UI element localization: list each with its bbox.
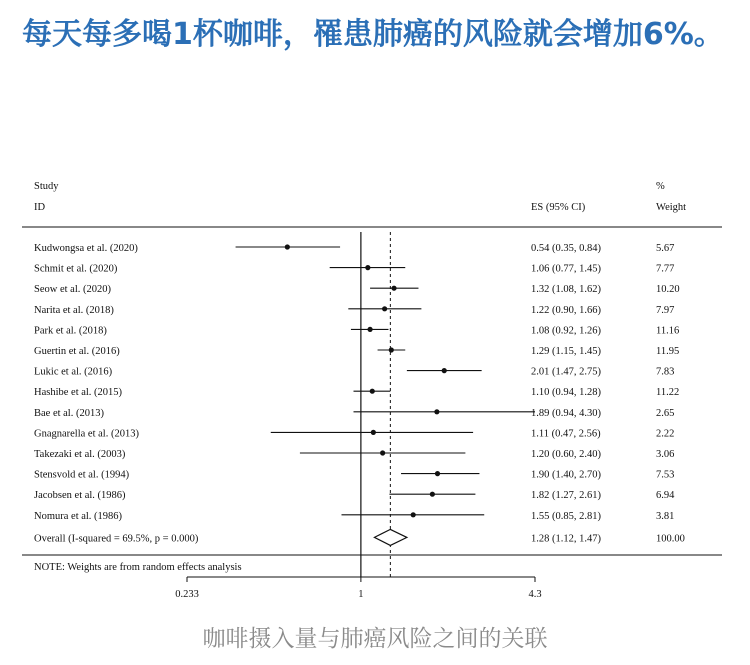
effect-point (442, 368, 447, 373)
es-ci-label: 1.22 (0.90, 1.66) (531, 304, 601, 316)
figure-caption: 咖啡摄入量与肺癌风险之间的关联 (202, 626, 548, 652)
note-text: NOTE: Weights are from random effects analysis (34, 562, 242, 573)
es-ci-label: 1.06 (0.77, 1.45) (531, 263, 601, 275)
effect-point (435, 471, 440, 476)
es-ci-label: 0.54 (0.35, 0.84) (531, 243, 601, 254)
study-label: Nomura et al. (1986) (34, 510, 123, 522)
study-label: Takezaki et al. (2003) (34, 449, 126, 460)
es-ci-label: 1.29 (1.15, 1.45) (531, 346, 601, 357)
overall-diamond (374, 529, 406, 545)
weight-label: 5.67 (656, 243, 675, 254)
es-ci-label: 1.10 (0.94, 1.28) (531, 387, 601, 399)
x-tick-label: 0.233 (175, 589, 199, 600)
es-ci-label: 1.55 (0.85, 2.81) (531, 510, 601, 522)
weight-label: 11.95 (656, 346, 680, 357)
x-tick-label: 4.3 (528, 589, 542, 600)
overall-label: Overall (I-squared = 69.5%, p = 0.000) (34, 533, 199, 545)
study-label: Stensvold et al. (1994) (34, 469, 130, 481)
weight-label: 6.94 (656, 490, 675, 502)
effect-point (434, 409, 439, 414)
es-ci-label: 2.01 (1.47, 2.75) (531, 366, 601, 378)
study-label: Seow et al. (2020) (34, 284, 111, 296)
header-study: Study (34, 181, 59, 192)
weight-label: 7.77 (656, 263, 675, 275)
effect-point (411, 512, 416, 517)
header-pct: % (656, 181, 665, 192)
effect-point (389, 347, 394, 352)
study-label: Hashibe et al. (2015) (34, 387, 123, 399)
weight-label: 2.22 (656, 428, 675, 440)
study-label: Schmit et al. (2020) (34, 263, 118, 275)
es-ci-label: 1.90 (1.40, 2.70) (531, 469, 601, 481)
effect-point (391, 286, 396, 291)
weight-label: 11.16 (656, 325, 680, 337)
effect-point (365, 265, 370, 270)
header-id: ID (34, 202, 46, 213)
weight-label: 7.97 (656, 304, 675, 316)
weight-label: 2.65 (656, 407, 675, 419)
es-ci-label: 1.08 (0.92, 1.26) (531, 325, 601, 337)
x-axis (175, 577, 541, 600)
effect-point (370, 389, 375, 394)
es-ci-label: 1.20 (0.60, 2.40) (531, 449, 601, 460)
study-label: Gnagnarella et al. (2013) (34, 428, 139, 440)
es-ci-label: 1.32 (1.08, 1.62) (531, 284, 601, 296)
weight-label: 11.22 (656, 387, 680, 399)
es-ci-label: 1.89 (0.94, 4.30) (531, 407, 601, 419)
x-tick-label: 1 (358, 589, 364, 600)
header-weight: Weight (656, 202, 687, 213)
es-ci-label: 1.11 (0.47, 2.56) (531, 428, 601, 440)
study-rows (34, 232, 685, 577)
weight-label: 3.06 (656, 449, 675, 460)
effect-point (430, 492, 435, 497)
header-es: ES (95% CI) (531, 202, 586, 213)
study-label: Lukic et al. (2016) (34, 366, 113, 378)
effect-point (285, 244, 290, 249)
weight-label: 3.81 (656, 510, 675, 522)
effect-point (380, 450, 385, 455)
overall-es-label: 1.28 (1.12, 1.47) (531, 533, 601, 545)
study-label: Jacobsen et al. (1986) (34, 490, 126, 502)
weight-label: 10.20 (656, 284, 680, 296)
effect-point (371, 430, 376, 435)
headline: 每天每多喝1杯咖啡，罹患肺癌的风险就会增加6%。 (22, 17, 724, 52)
study-label: Guertin et al. (2016) (34, 346, 120, 357)
effect-point (382, 306, 387, 311)
weight-label: 7.83 (656, 366, 675, 378)
study-label: Bae et al. (2013) (34, 407, 104, 419)
effect-point (367, 327, 372, 332)
study-label: Park et al. (2018) (34, 325, 107, 337)
study-label: Narita et al. (2018) (34, 304, 114, 316)
weight-label: 7.53 (656, 469, 675, 481)
es-ci-label: 1.82 (1.27, 2.61) (531, 490, 601, 502)
study-label: Kudwongsa et al. (2020) (34, 243, 138, 254)
overall-weight-label: 100.00 (656, 533, 685, 545)
